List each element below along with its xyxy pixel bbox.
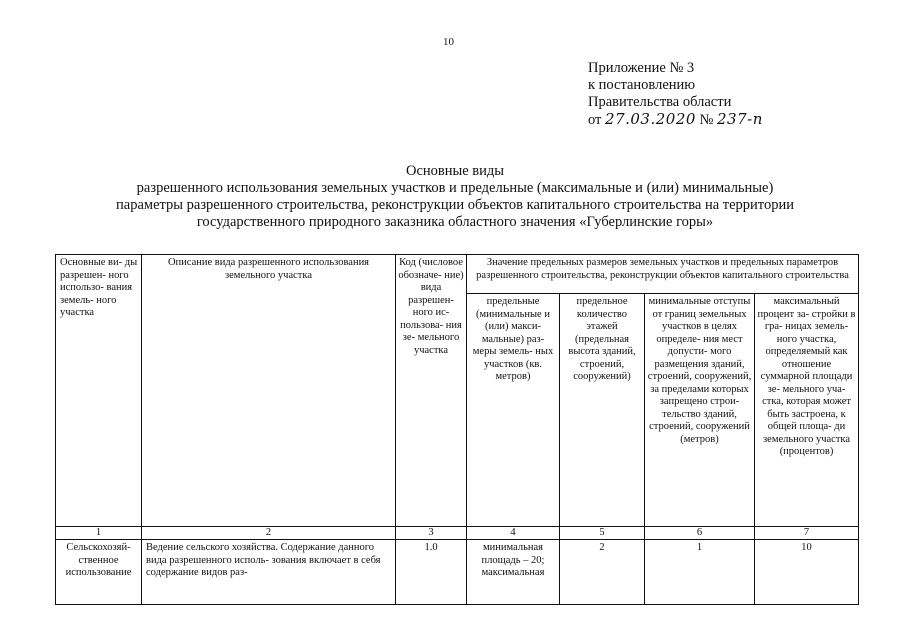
column-numbers-row [56, 527, 859, 540]
header-description: Описание вида разрешенного использования земельного участка [142, 255, 396, 527]
cell-coverage: 10 [755, 540, 859, 605]
column-number: 2 [142, 527, 396, 540]
appendix-from: от [588, 112, 602, 128]
cell-setback: 1 [645, 540, 755, 605]
column-number: 4 [467, 527, 560, 540]
appendix-title: Приложение № 3 [588, 60, 695, 76]
cell-description: Ведение сельского хозяйства. Содержание данного вида разрешенного исполь- зования включает в себя содержание видов раз- [142, 540, 396, 605]
cell-plot-size: минимальная площадь – 20; максимальная [467, 540, 560, 605]
header-setback: минимальные отступы от границ земельных участков в целях определе- ния мест допусти- мого размещения зданий, строений, сооружений, за пределами которых запрещено строи- тельство зданий, строений, сооружений (метров) [645, 294, 755, 527]
title-line: государственного природного заказника областного значения «Губерлинские горы» [196, 214, 714, 230]
column-number: 3 [396, 527, 467, 540]
header-code: Код (числовое обозначе- ние) вида разрешен- ного ис- пользова- ния зе- мельного участка [396, 255, 467, 527]
table-row [56, 540, 859, 605]
title-line: Основные виды [405, 163, 505, 179]
header-row [56, 255, 859, 294]
appendix-line: к постановлению [588, 77, 696, 93]
header-group-limits: Значение предельных размеров земельных участков и предельных параметров разрешенного строительства, реконструкции объектов капитального строительства [467, 255, 859, 294]
cell-floors: 2 [560, 540, 645, 605]
header-floors: предельное количество этажей (предельная высота зданий, строений, сооружений) [560, 294, 645, 527]
appendix-number: 237-п [717, 110, 763, 128]
appendix-date-line [588, 111, 763, 129]
cell-code: 1.0 [396, 540, 467, 605]
header-use-type: Основные ви- ды разрешен- ного использо- вания земель- ного участка [56, 255, 142, 527]
column-number: 7 [755, 527, 859, 540]
column-number: 5 [560, 527, 645, 540]
column-number: 1 [56, 527, 142, 540]
regulations-table [55, 254, 859, 605]
cell-use-type: Сельскохозяй- ственное использование [56, 540, 142, 605]
appendix-block [588, 60, 763, 129]
appendix-number-sign: № [699, 112, 714, 128]
column-number: 6 [645, 527, 755, 540]
document-title [95, 163, 815, 231]
appendix-date: 27.03.2020 [605, 110, 696, 128]
header-plot-size: предельные (минимальные и (или) макси- мальные) раз- меры земель- ных участков (кв. метров) [467, 294, 560, 527]
appendix-line: Правительства области [588, 94, 732, 110]
header-coverage: максимальный процент за- стройки в гра- ницах земель- ного участка, определяемый как отношение суммарной площади зе- мельного уча- стка, которая может быть застроена, к общей площа- ди земельного участка (процентов) [755, 294, 859, 527]
title-line: разрешенного использования земельных участков и предельные (максимальные и (или) минимальные) [136, 180, 774, 196]
title-line: параметры разрешенного строительства, реконструкции объектов капитального строительства на территории [116, 197, 794, 213]
page-number: 10 [443, 36, 454, 48]
